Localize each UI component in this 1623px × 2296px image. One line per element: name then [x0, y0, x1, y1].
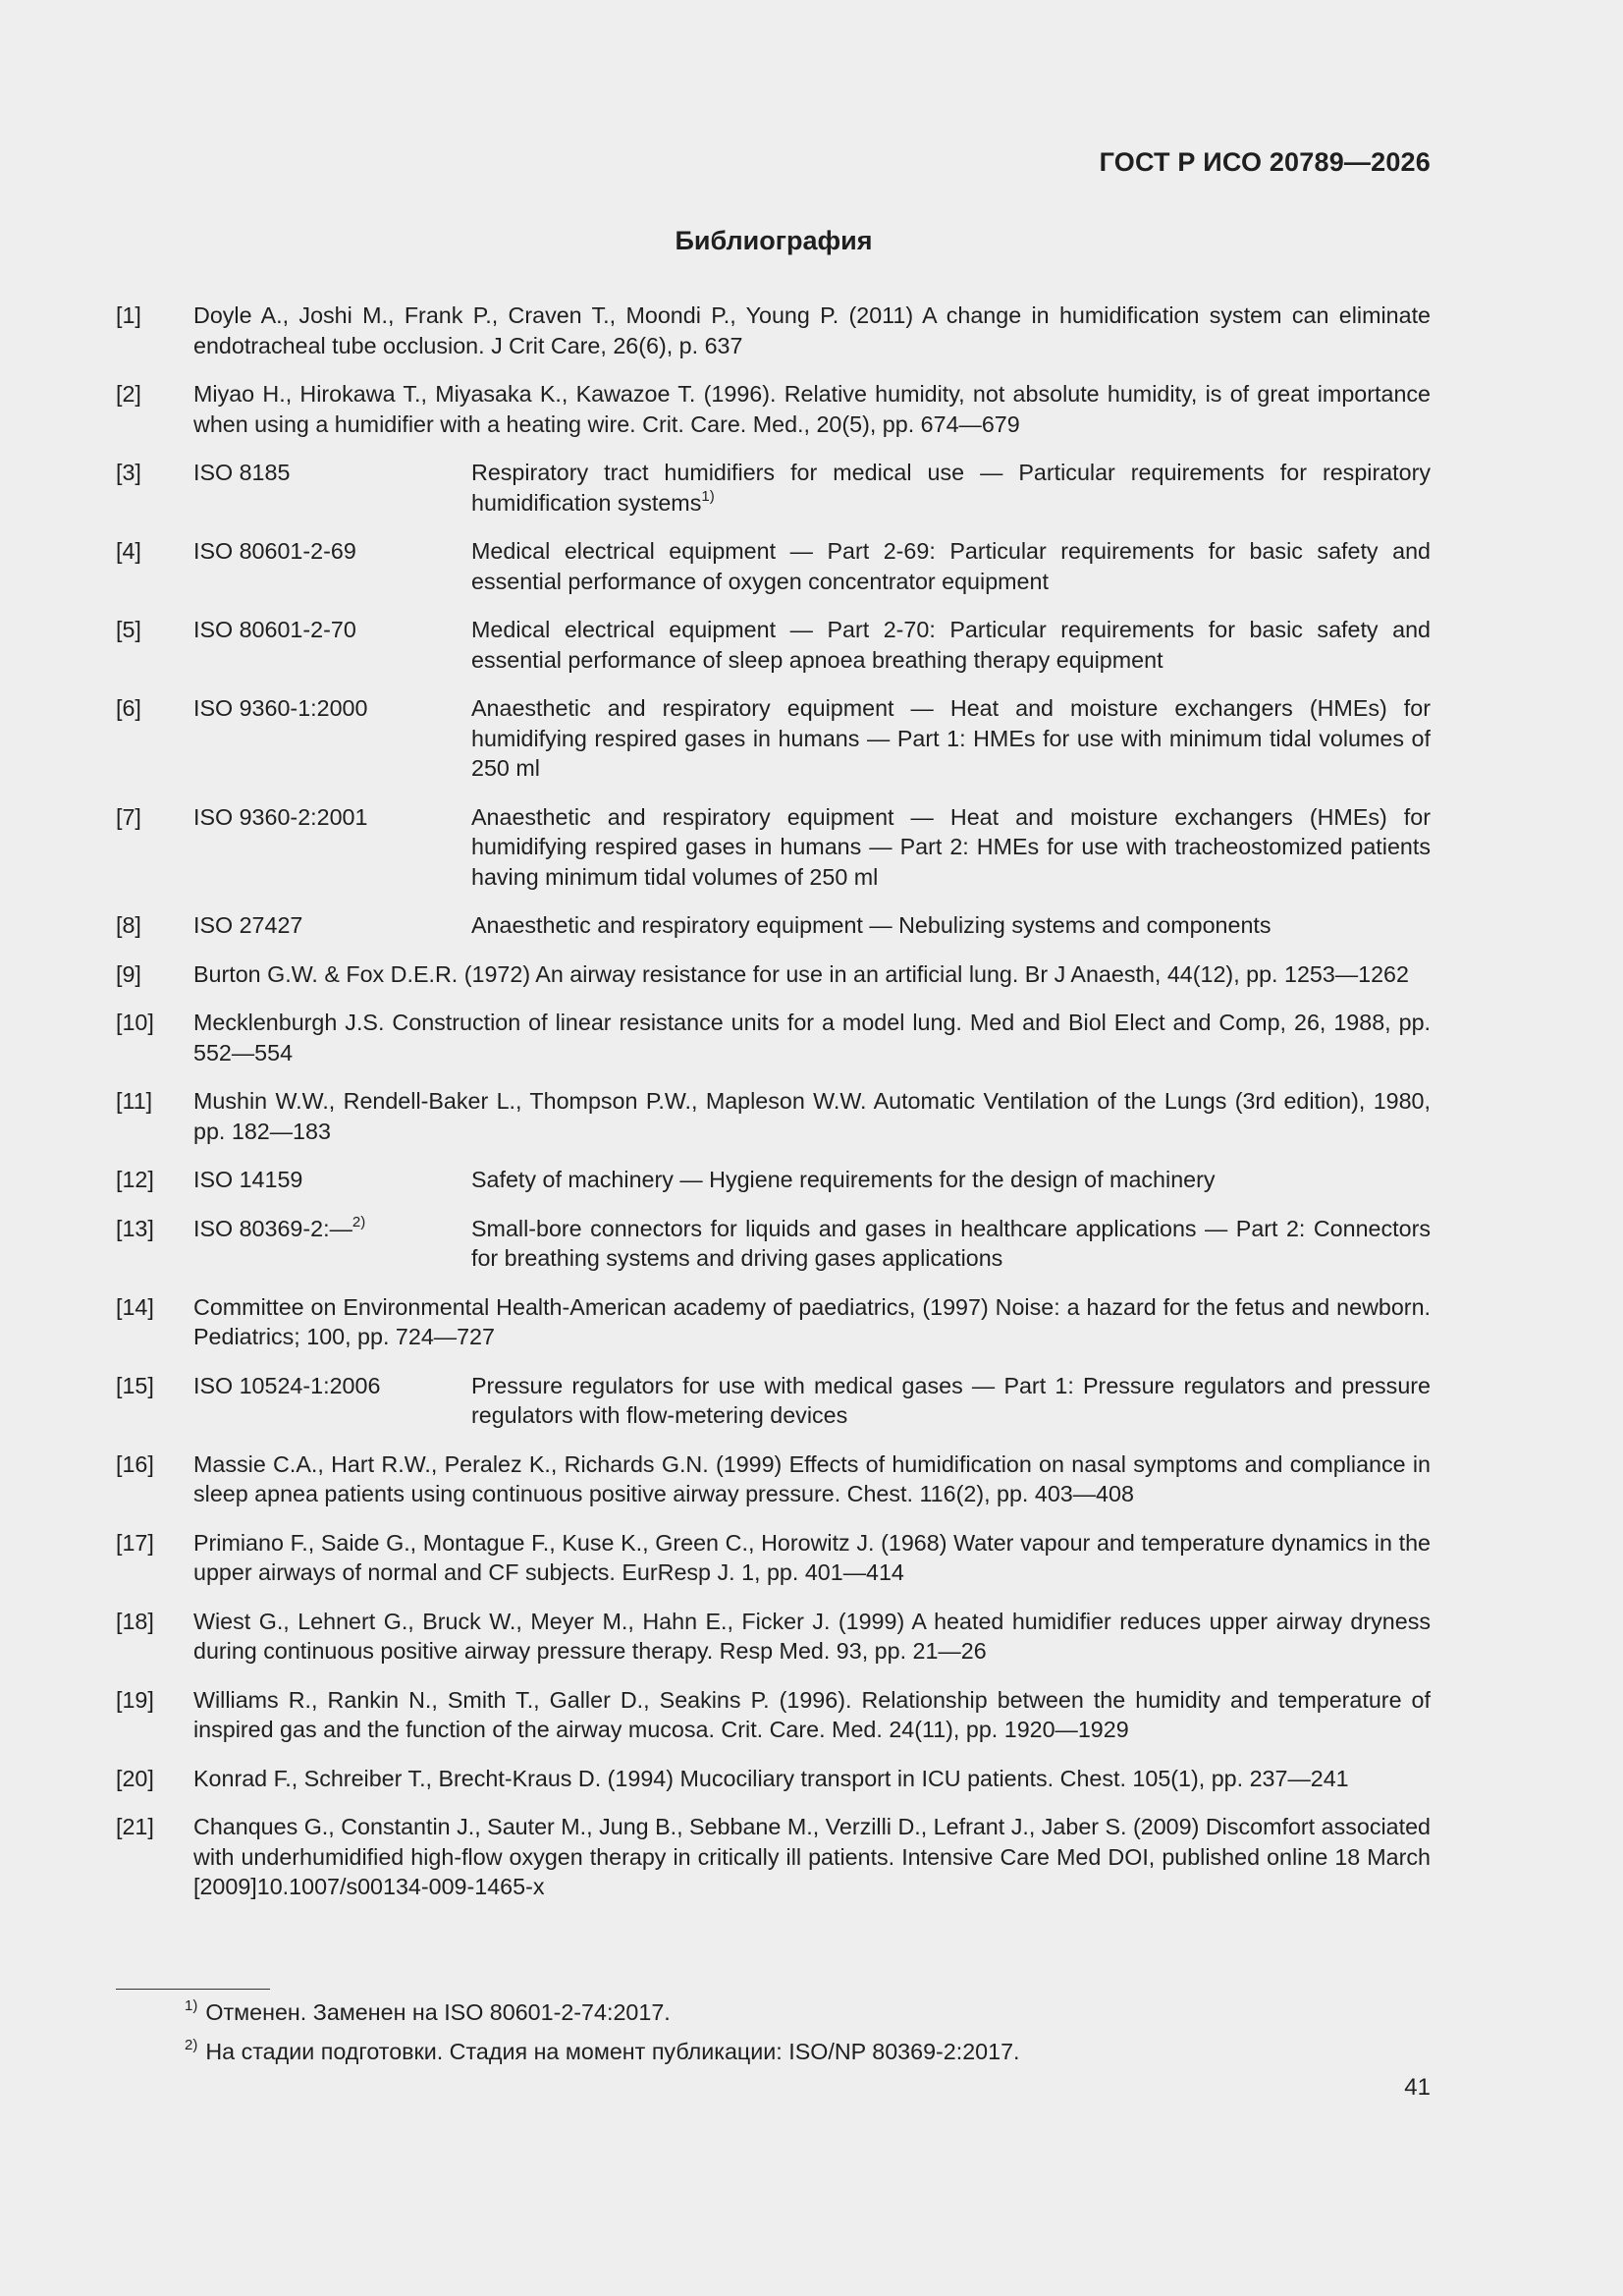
bibliography-entry — [116, 1764, 1431, 1794]
standard-code-text: ISO 8185 — [193, 460, 291, 485]
standard-entry — [193, 1371, 1431, 1431]
standard-code — [193, 1165, 471, 1195]
standard-code-text: ISO 9360-1:2000 — [193, 695, 368, 721]
entry-number: [3] — [116, 460, 141, 485]
bibliography-list — [116, 301, 1431, 1921]
standard-code-text: ISO 80369-2:— — [193, 1215, 352, 1241]
citation-text: Massie C.A., Hart R.W., Peralez K., Richards G.N. (1999) Effects of humidification on nasal symptoms and compliance in sleep apnea patients using continuous positive airway pressure. Chest. 116(2), pp. 403—408 — [193, 1450, 1431, 1506]
standard-title-text: Pressure regulators for use with medical gases — Part 1: Pressure regulators and pressure regulators with flow-metering devices — [471, 1372, 1431, 1428]
standard-entry — [193, 693, 1431, 784]
footnote-marker: 2) — [352, 1213, 366, 1230]
footnote — [185, 1993, 1363, 2032]
standard-title — [471, 693, 1431, 784]
entry-number: [11] — [116, 1088, 153, 1114]
entry-number: [19] — [116, 1686, 154, 1713]
bibliography-entry — [116, 693, 1431, 784]
footnote-marker: 1) — [185, 1997, 198, 2014]
entry-number: [17] — [116, 1529, 154, 1556]
document-id-header: ГОСТ Р ИСО 20789—2026 — [1099, 147, 1431, 177]
standard-title — [471, 1214, 1431, 1274]
standard-code-text: ISO 80601-2-69 — [193, 538, 356, 564]
standard-title — [471, 802, 1431, 893]
bibliography-entry — [116, 1292, 1431, 1352]
bibliography-entry — [116, 1449, 1431, 1509]
standard-entry — [193, 458, 1431, 518]
standard-title-text: Small-bore connectors for liquids and gases in healthcare applications — Part 2: Connectors for breathing systems and driving gases applications — [471, 1215, 1431, 1271]
entry-number: [8] — [116, 912, 141, 938]
entry-number: [15] — [116, 1372, 154, 1398]
entry-number: [14] — [116, 1293, 154, 1320]
standard-title-text: Anaesthetic and respiratory equipment — Heat and moisture exchangers (HMEs) for humidifying respired gases in humans — Part 1: HMEs for use with minimum tidal volumes of 250 ml — [471, 695, 1431, 781]
entry-number: [10] — [116, 1010, 154, 1035]
citation-text: Burton G.W. & Fox D.E.R. (1972) An airway resistance for use in an artificial lung. Br J Anaesth, 44(12), pp. 1253—1262 — [193, 960, 1409, 987]
standard-code — [193, 1371, 471, 1431]
entry-number: [5] — [116, 617, 141, 642]
standard-code-text: ISO 27427 — [193, 912, 303, 938]
citation-text: Williams R., Rankin N., Smith T., Galler D., Seakins P. (1996). Relationship between the humidity and temperature of inspired gas and the function of the airway mucosa. Crit. Care. Med. 24(11), pp. 1920—1929 — [193, 1686, 1431, 1742]
citation-text: Doyle A., Joshi M., Frank P., Craven T., Moondi P., Young P. (2011) A change in humidification system can eliminate endotracheal tube occlusion. J Crit Care, 26(6), p. 637 — [193, 302, 1431, 358]
bibliography-entry — [116, 1528, 1431, 1588]
footnote-text: На стадии подготовки. Стадия на момент публикации: ISO/NP 80369-2:2017. — [205, 2039, 1020, 2064]
standard-code — [193, 802, 471, 893]
entry-number: [9] — [116, 960, 141, 987]
page-number: 41 — [1404, 2074, 1431, 2101]
bibliography-entry — [116, 802, 1431, 893]
citation-text: Chanques G., Constantin J., Sauter M., Jung B., Sebbane M., Verzilli D., Lefrant J., Jaber S. (2009) Discomfort associated with underhumidified high-flow oxygen therapy in critically ill patients. Intensive Care Med DOI, published online 18 March [2009]10.1007/s00134-009-1465-x — [193, 1814, 1431, 1899]
footnote-marker: 1) — [701, 487, 715, 505]
standard-entry — [193, 802, 1431, 893]
standard-code-text: ISO 10524-1:2006 — [193, 1372, 381, 1398]
standard-title-text: Respiratory tract humidifiers for medical use — Particular requirements for respiratory humidification systems — [471, 460, 1431, 516]
bibliography-entry — [116, 615, 1431, 675]
standard-title-text: Anaesthetic and respiratory equipment — Nebulizing systems and components — [471, 912, 1271, 938]
standard-code — [193, 536, 471, 596]
standard-entry — [193, 615, 1431, 675]
entry-number: [12] — [116, 1167, 154, 1192]
bibliography-entry — [116, 1371, 1431, 1431]
bibliography-entry — [116, 1607, 1431, 1667]
citation-text: Miyao H., Hirokawa T., Miyasaka K., Kawazoe T. (1996). Relative humidity, not absolute humidity, is of great importance when using a humidifier with a heating wire. Crit. Care. Med., 20(5), pp. 674—679 — [193, 381, 1431, 437]
citation-text: Mecklenburgh J.S. Construction of linear resistance units for a model lung. Med and Biol Elect and Comp, 26, 1988, pp. 552—554 — [193, 1010, 1431, 1066]
footnote-marker: 2) — [185, 2037, 198, 2053]
standard-title — [471, 536, 1431, 596]
bibliography-entry — [116, 379, 1431, 439]
standard-code-text: ISO 9360-2:2001 — [193, 803, 368, 830]
entry-number: [2] — [116, 381, 141, 407]
standard-entry — [193, 1214, 1431, 1274]
standard-code — [193, 1214, 471, 1274]
standard-title-text: Safety of machinery — Hygiene requirements for the design of machinery — [471, 1167, 1216, 1192]
standard-code — [193, 910, 471, 941]
standard-code — [193, 458, 471, 518]
entry-number: [4] — [116, 538, 141, 564]
entry-number: [18] — [116, 1608, 154, 1634]
entry-number: [6] — [116, 695, 141, 721]
citation-text: Committee on Environmental Health-American academy of paediatrics, (1997) Noise: a hazard for the fetus and newborn. Pediatrics; 100, pp. 724—727 — [193, 1293, 1431, 1349]
standard-title — [471, 1165, 1431, 1195]
standard-code-text: ISO 14159 — [193, 1167, 303, 1192]
standard-title — [471, 458, 1431, 518]
bibliography-entry — [116, 1086, 1431, 1146]
standard-title — [471, 615, 1431, 675]
bibliography-entry — [116, 536, 1431, 596]
standard-title-text: Medical electrical equipment — Part 2-69: Particular requirements for basic safety and essential performance of oxygen concentrator equipment — [471, 538, 1431, 594]
entry-number: [16] — [116, 1450, 154, 1477]
standard-entry — [193, 1165, 1431, 1195]
bibliography-entry — [116, 1008, 1431, 1067]
standard-title — [471, 910, 1431, 941]
citation-text: Wiest G., Lehnert G., Bruck W., Meyer M., Hahn E., Ficker J. (1999) A heated humidifier reduces upper airway dryness during continuous positive airway pressure therapy. Resp Med. 93, pp. 21—26 — [193, 1608, 1431, 1664]
footnote-text: Отменен. Заменен на ISO 80601-2-74:2017. — [205, 1999, 671, 2025]
footnote — [185, 2032, 1363, 2071]
bibliography-entry — [116, 910, 1431, 941]
bibliography-entry — [116, 1685, 1431, 1745]
standard-entry — [193, 536, 1431, 596]
standard-title — [471, 1371, 1431, 1431]
citation-text: Konrad F., Schreiber T., Brecht-Kraus D. (1994) Mucociliary transport in ICU patients. Chest. 105(1), pp. 237—241 — [193, 1765, 1349, 1791]
footnotes — [185, 1993, 1363, 2071]
standard-title-text: Medical electrical equipment — Part 2-70: Particular requirements for basic safety and essential performance of sleep apnoea breathing therapy equipment — [471, 617, 1431, 673]
standard-code-text: ISO 80601-2-70 — [193, 617, 356, 642]
bibliography-entry — [116, 458, 1431, 518]
bibliography-entry — [116, 301, 1431, 360]
citation-text: Primiano F., Saide G., Montague F., Kuse K., Green C., Horowitz J. (1968) Water vapour and temperature dynamics in the upper airways of normal and CF subjects. EurResp J. 1, pp. 401—414 — [193, 1529, 1431, 1585]
standard-code — [193, 615, 471, 675]
entry-number: [1] — [116, 302, 141, 328]
bibliography-entry — [116, 1165, 1431, 1195]
bibliography-entry — [116, 1812, 1431, 1902]
standard-code — [193, 693, 471, 784]
entry-number: [21] — [116, 1814, 154, 1839]
bibliography-entry — [116, 1214, 1431, 1274]
standard-title-text: Anaesthetic and respiratory equipment — Heat and moisture exchangers (HMEs) for humidifying respired gases in humans — Part 2: HMEs for use with tracheostomized patients having minimum tidal volumes of 250 ml — [471, 803, 1431, 890]
citation-text: Mushin W.W., Rendell-Baker L., Thompson P.W., Mapleson W.W. Automatic Ventilation of the Lungs (3rd edition), 1980, pp. 182—183 — [193, 1088, 1431, 1144]
entry-number: [7] — [116, 803, 141, 830]
entry-number: [13] — [116, 1215, 154, 1241]
standard-entry — [193, 910, 1431, 941]
footnote-divider — [116, 1989, 270, 1990]
bibliography-entry — [116, 959, 1431, 990]
entry-number: [20] — [116, 1765, 154, 1791]
page-title: Библиография — [675, 226, 873, 255]
